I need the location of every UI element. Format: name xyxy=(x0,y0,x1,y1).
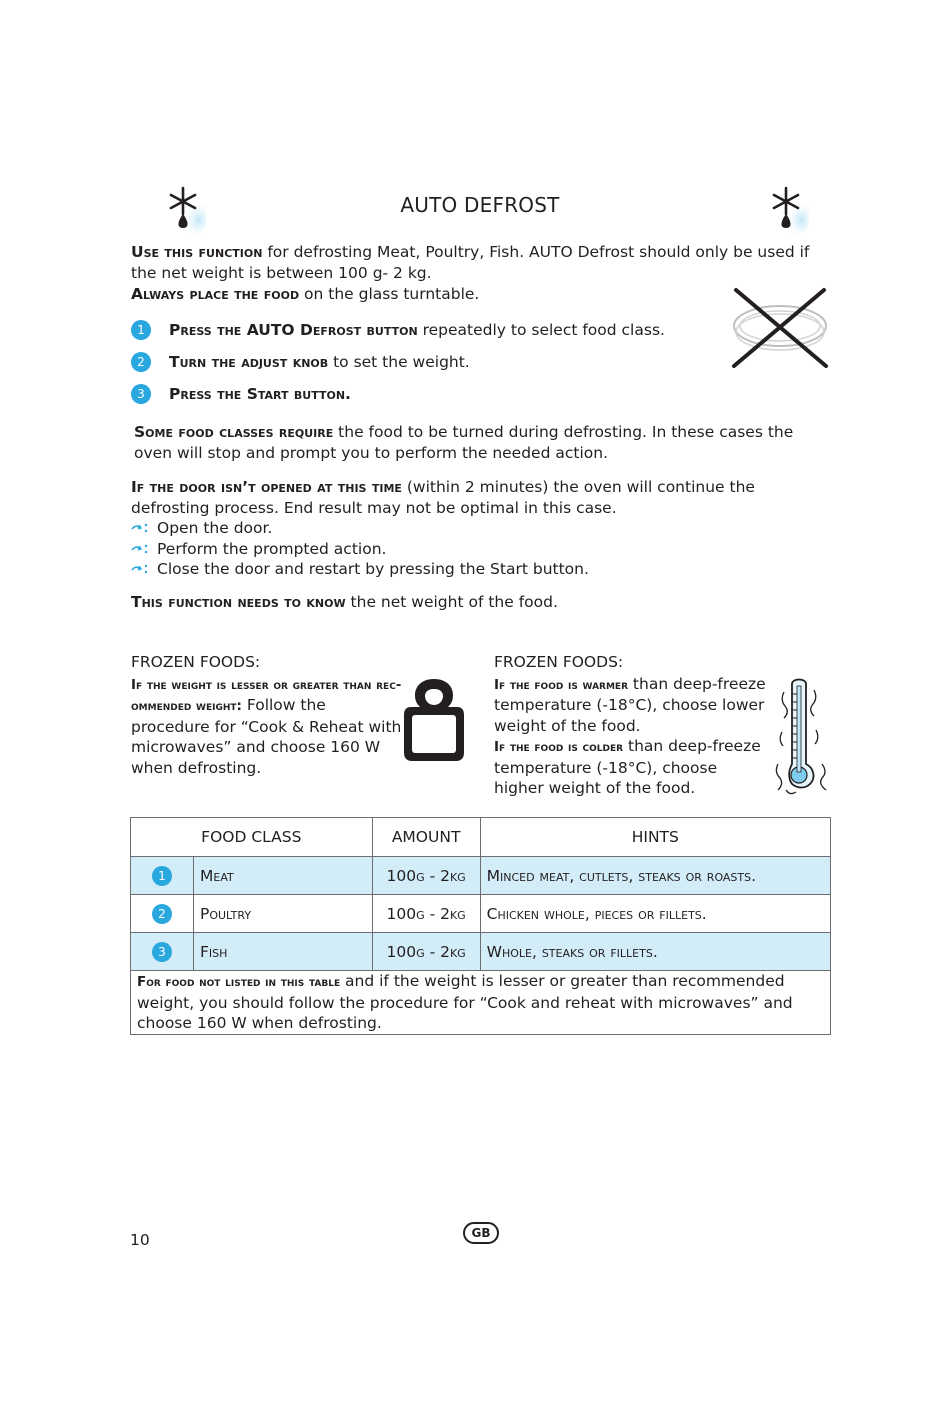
hints-cell: Minced meat, cutlets, steaks or roasts. xyxy=(480,857,830,895)
arrow-bullet-icon xyxy=(131,522,149,534)
crossed-turntable-icon xyxy=(728,286,832,368)
hints-cell: Chicken whole, pieces or fillets. xyxy=(480,895,830,933)
header-amount: AMOUNT xyxy=(372,818,480,857)
thermometer-icon xyxy=(770,672,834,798)
snowflake-drop-icon xyxy=(763,184,809,236)
section-heading: FROZEN FOODS: xyxy=(131,653,261,671)
list-item: Open the door. xyxy=(131,518,731,539)
row-number: 2 xyxy=(152,904,172,924)
header-food-class: FOOD CLASS xyxy=(131,818,373,857)
amount-cell: 100g - 2kg xyxy=(372,895,480,933)
net-weight-paragraph: This function needs to know the net weight of the food. xyxy=(131,593,558,611)
language-badge: GB xyxy=(463,1222,499,1244)
row-number: 1 xyxy=(152,866,172,886)
food-class-cell: Meat xyxy=(194,857,373,895)
hints-cell: Whole, steaks or fillets. xyxy=(480,933,830,971)
food-class-cell: Fish xyxy=(194,933,373,971)
table-note: For food not listed in this table and if the weight is lesser or greater than recommended weight, you should follow the procedure for “Cook and reheat with microwaves” and choose 160 W when defrosting. xyxy=(131,971,831,1035)
arrow-bullet-icon xyxy=(131,563,149,575)
arrow-bullet-icon xyxy=(131,543,149,555)
page-number: 10 xyxy=(130,1231,150,1249)
list-item: Perform the prompted action. xyxy=(131,539,731,560)
row-number: 3 xyxy=(152,942,172,962)
amount-cell: 100g - 2kg xyxy=(372,857,480,895)
snowflake-drop-icon xyxy=(160,184,206,236)
step-1: 1 Press the AUTO Defrost button repeatedly to select food class. xyxy=(131,320,665,340)
page-title: AUTO DEFROST xyxy=(400,193,560,217)
section-heading: FROZEN FOODS: xyxy=(494,653,624,671)
step-number: 3 xyxy=(131,384,151,404)
header-hints: HINTS xyxy=(480,818,830,857)
step-2: 2 Turn the adjust knob to set the weight. xyxy=(131,352,470,372)
step-number: 2 xyxy=(131,352,151,372)
frozen-foods-left: FROZEN FOODS: If the weight is lesser or greater than rec-ommended weight: Follow the procedure for “Cook & Reheat with microwaves” and choose 160 W when defrosting. xyxy=(131,652,409,778)
step-number: 1 xyxy=(131,320,151,340)
step-3: 3 Press the Start button. xyxy=(131,384,351,404)
turn-food-paragraph: Some food classes require the food to be turned during defrosting. In these cases the oven will stop and prompt you to perform the needed action. xyxy=(134,423,794,462)
intro-paragraph: Use this function for defrosting Meat, Poultry, Fish. AUTO Defrost should only be used if the net weight is between 100 g- 2 kg. xyxy=(131,243,810,282)
action-list xyxy=(131,518,731,580)
table-row xyxy=(131,895,831,933)
amount-cell: 100g - 2kg xyxy=(372,933,480,971)
table-row xyxy=(131,933,831,971)
turntable-paragraph: Always place the food on the glass turntable. xyxy=(131,285,480,303)
list-item: Close the door and restart by pressing the Start button. xyxy=(131,559,731,580)
door-paragraph: If the door isn’t opened at this time (within 2 minutes) the oven will continue the defrosting process. End result may not be optimal in this case. xyxy=(131,478,755,517)
weight-icon xyxy=(399,675,469,765)
frozen-foods-right: FROZEN FOODS: If the food is warmer than deep-freeze temperature (-18°C), choose lower weight of the food. If the food is colder than deep-freeze temperature (-18°C), choose higher weight of the food. xyxy=(494,652,769,799)
food-class-cell: Poultry xyxy=(194,895,373,933)
food-class-table xyxy=(130,817,831,1035)
table-row xyxy=(131,857,831,895)
